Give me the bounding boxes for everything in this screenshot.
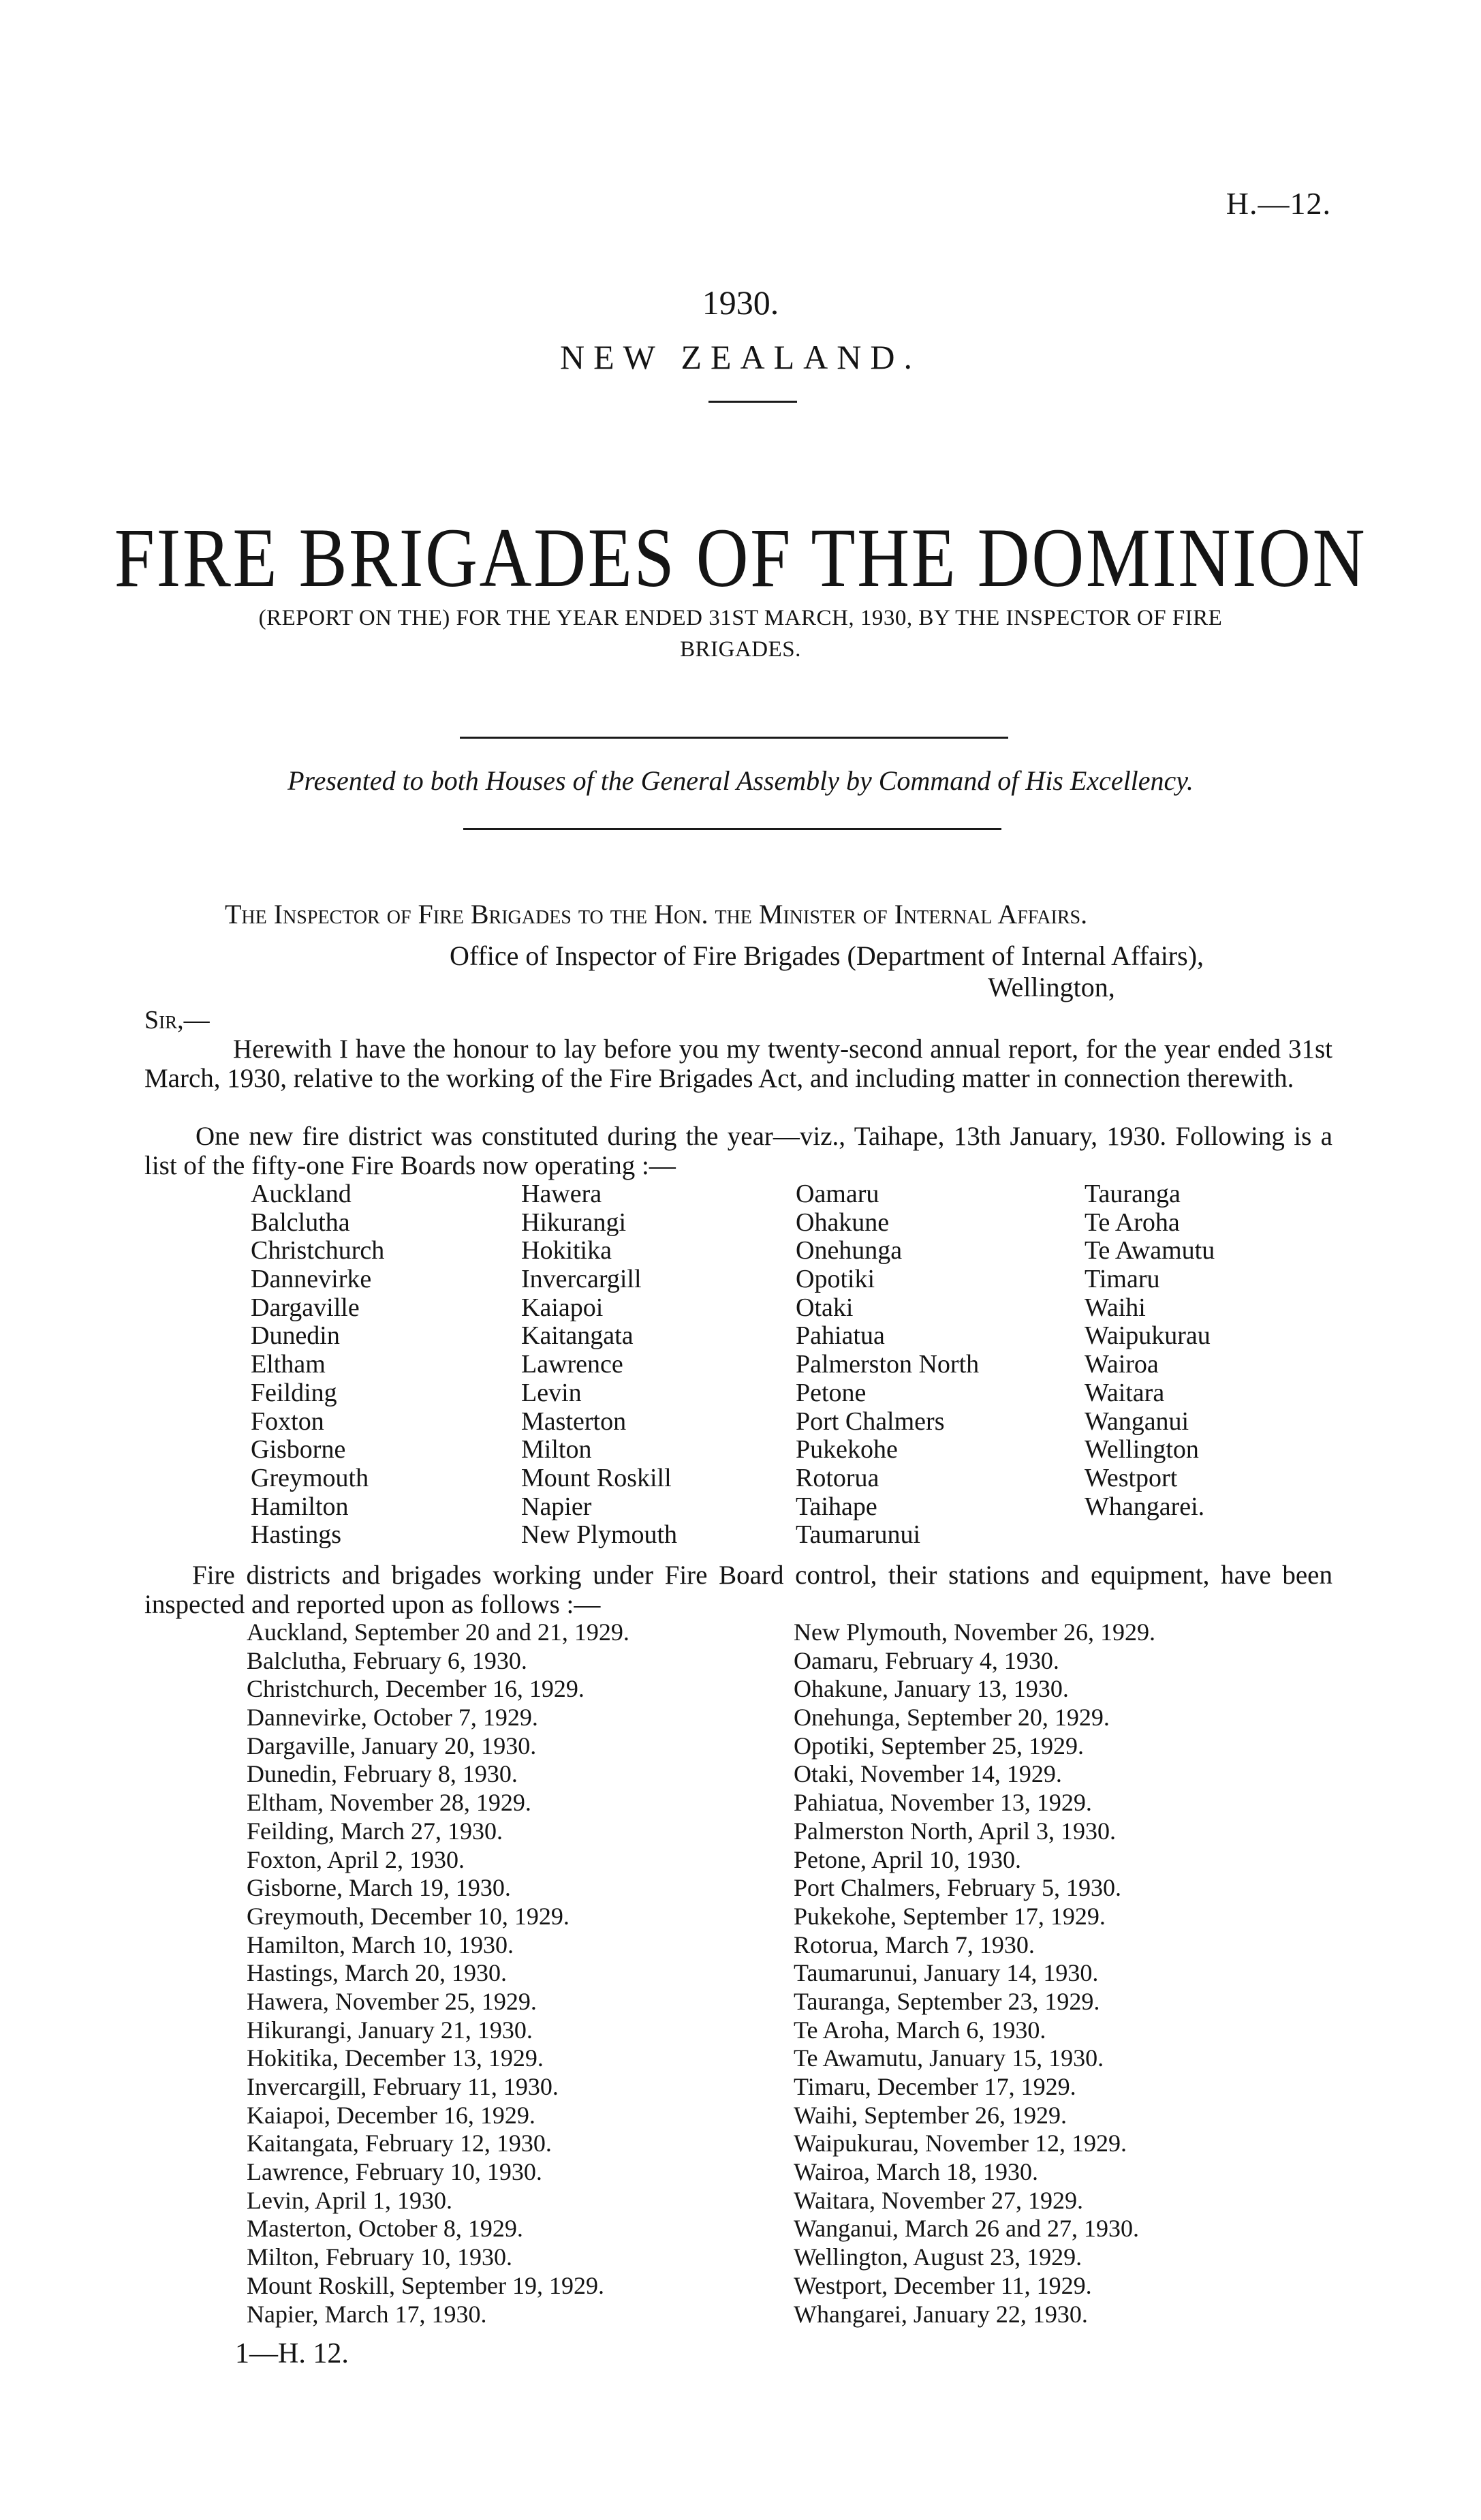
inspection-item: Hastings, March 20, 1930. — [247, 1959, 507, 1987]
fire-board-item: Dunedin — [251, 1321, 340, 1351]
inspection-item: Hamilton, March 10, 1930. — [247, 1931, 514, 1958]
inspection-item: Otaki, November 14, 1929. — [794, 1760, 1062, 1788]
inspection-item: Feilding, March 27, 1930. — [247, 1817, 503, 1845]
inspection-item: Ohakune, January 13, 1930. — [794, 1675, 1069, 1703]
fire-board-item: Feilding — [251, 1378, 337, 1407]
inspection-item: Port Chalmers, February 5, 1930. — [794, 1874, 1121, 1902]
fire-board-item: Napier — [521, 1492, 592, 1521]
inspection-item: Dannevirke, October 7, 1929. — [247, 1704, 538, 1732]
inspection-item: Te Aroha, March 6, 1930. — [794, 2016, 1046, 2044]
fire-board-item: Dargaville — [251, 1293, 360, 1322]
fire-board-item: Hikurangi — [521, 1208, 627, 1237]
fire-board-item: Gisborne — [251, 1435, 346, 1464]
fire-board-item: Wellington — [1085, 1435, 1199, 1464]
inspection-item: Greymouth, December 10, 1929. — [247, 1902, 570, 1930]
inspection-item: Opotiki, September 25, 1929. — [794, 1732, 1084, 1760]
inspection-item: Tauranga, September 23, 1929. — [794, 1987, 1100, 2015]
divider-upper — [460, 737, 1008, 739]
fire-board-item: Te Awamutu — [1085, 1236, 1215, 1265]
country-heading: NEW ZEALAND. — [560, 338, 921, 376]
fire-board-item: Westport — [1085, 1463, 1178, 1492]
fire-board-item: Timaru — [1085, 1265, 1160, 1294]
paragraph-1-text: Herewith I have the honour to lay before you my twenty-second annual report, for the year ended 31st March, 1930, relative to the working of the Fire Brigades Act, and including matter in connection therewith. — [144, 1034, 1332, 1093]
inspection-item: Mount Roskill, September 19, 1929. — [247, 2271, 604, 2299]
fire-board-item: Hamilton — [251, 1492, 349, 1521]
inspection-item: Timaru, December 17, 1929. — [794, 2073, 1076, 2100]
inspection-item: Kaitangata, February 12, 1930. — [247, 2130, 552, 2157]
fire-board-item: Milton — [521, 1435, 592, 1464]
inspection-item: Gisborne, March 19, 1930. — [247, 1874, 511, 1902]
fire-board-item: Lawrence — [521, 1350, 623, 1379]
inspection-item: Christchurch, December 16, 1929. — [247, 1675, 584, 1703]
page-title: FIRE BRIGADES OF THE DOMINION — [114, 511, 1367, 604]
inspection-item: Auckland, September 20 and 21, 1929. — [247, 1618, 629, 1646]
inspection-item: Masterton, October 8, 1929. — [247, 2215, 523, 2243]
inspection-item: Hokitika, December 13, 1929. — [247, 2044, 544, 2072]
fire-board-item: Christchurch — [251, 1236, 385, 1265]
inspection-item: Dargaville, January 20, 1930. — [247, 1732, 537, 1760]
fire-board-item: New Plymouth — [521, 1520, 678, 1550]
inspection-item: Waihi, September 26, 1929. — [794, 2101, 1067, 2129]
fire-board-item: Taumarunui — [796, 1520, 921, 1550]
inspection-item: Hawera, November 25, 1929. — [247, 1987, 537, 2015]
fire-board-item: Dannevirke — [251, 1265, 372, 1294]
office-line-2: Wellington, — [988, 972, 1115, 1002]
inspection-item: Taumarunui, January 14, 1930. — [794, 1959, 1099, 1987]
fire-board-item: Rotorua — [796, 1463, 879, 1492]
inspections-column-1 — [247, 1618, 629, 2329]
fire-board-item: Te Aroha — [1085, 1208, 1180, 1237]
inspection-item: Hikurangi, January 21, 1930. — [247, 2016, 533, 2044]
fire-board-item: Pukekohe — [796, 1435, 898, 1464]
fire-boards-column-1 — [251, 1180, 384, 1550]
fire-board-item: Mount Roskill — [521, 1463, 672, 1492]
fire-board-item: Hokitika — [521, 1236, 612, 1265]
fire-board-item: Waipukurau — [1085, 1321, 1211, 1351]
fire-board-item: Port Chalmers — [796, 1407, 945, 1436]
fire-board-item: Taihape — [796, 1492, 877, 1521]
fire-board-item: Waihi — [1085, 1293, 1146, 1322]
fire-board-item: Invercargill — [521, 1265, 642, 1294]
inspection-item: Te Awamutu, January 15, 1930. — [794, 2044, 1104, 2072]
paragraph-1 — [144, 1034, 1332, 1093]
paragraph-2-text: One new fire district was constituted during the year—viz., Taihape, 13th January, 1930. Following is a list of the fifty-one Fire Boards now operating :— — [144, 1122, 1332, 1180]
page-subtitle: (REPORT ON THE) FOR THE YEAR ENDED 31ST MARCH, 1930, BY THE INSPECTOR OF FIRE BRIGADES. — [258, 606, 1223, 662]
letter-address: The Inspector of Fire Brigades to the Hon. the Minister of Internal Affairs. — [225, 899, 1088, 929]
fire-board-item: Ohakune — [796, 1208, 890, 1237]
inspection-item: Eltham, November 28, 1929. — [247, 1789, 531, 1817]
inspection-item: Napier, March 17, 1930. — [247, 2300, 487, 2328]
office-block — [450, 940, 1204, 1003]
inspection-item: Wairoa, March 18, 1930. — [794, 2158, 1038, 2186]
inspection-item: Milton, February 10, 1930. — [247, 2243, 512, 2271]
page-footer: 1—H. 12. — [235, 2338, 349, 2369]
inspection-item: Waitara, November 27, 1929. — [794, 2186, 1083, 2214]
fire-board-item: Balclutha — [251, 1208, 350, 1237]
fire-board-item: Pahiatua — [796, 1321, 885, 1351]
inspection-item: Balclutha, February 6, 1930. — [247, 1646, 527, 1674]
inspection-item: Lawrence, February 10, 1930. — [247, 2158, 542, 2186]
fire-board-item: Wairoa — [1085, 1350, 1159, 1379]
inspection-item: Rotorua, March 7, 1930. — [794, 1931, 1035, 1958]
inspection-item: Wanganui, March 26 and 27, 1930. — [794, 2215, 1139, 2243]
fire-board-item: Otaki — [796, 1293, 854, 1322]
fire-board-item: Waitara — [1085, 1378, 1165, 1407]
inspection-item: Dunedin, February 8, 1930. — [247, 1760, 518, 1788]
inspection-item: Oamaru, February 4, 1930. — [794, 1646, 1059, 1674]
fire-board-item: Greymouth — [251, 1463, 369, 1492]
fire-board-item: Foxton — [251, 1407, 324, 1436]
fire-board-item: Opotiki — [796, 1265, 875, 1294]
inspection-item: Wellington, August 23, 1929. — [794, 2243, 1082, 2271]
office-line-1: Office of Inspector of Fire Brigades (Department of Internal Affairs), — [450, 940, 1204, 971]
fire-board-item: Kaitangata — [521, 1321, 634, 1351]
inspection-item: Invercargill, February 11, 1930. — [247, 2073, 559, 2100]
fire-board-item: Oamaru — [796, 1180, 879, 1208]
inspection-item: Pukekohe, September 17, 1929. — [794, 1902, 1106, 1930]
fire-board-item: Hawera — [521, 1180, 602, 1208]
report-year: 1930. — [702, 283, 779, 322]
fire-board-item: Masterton — [521, 1407, 627, 1436]
paragraph-2 — [144, 1122, 1332, 1180]
inspection-item: Waipukurau, November 12, 1929. — [794, 2130, 1127, 2157]
fire-boards-column-3 — [796, 1180, 979, 1550]
inspection-item: Pahiatua, November 13, 1929. — [794, 1789, 1092, 1817]
fire-board-item: Onehunga — [796, 1236, 903, 1265]
fire-board-item: Kaiapoi — [521, 1293, 604, 1322]
inspection-item: Levin, April 1, 1930. — [247, 2186, 452, 2214]
fire-board-item: Whangarei. — [1085, 1492, 1205, 1521]
inspection-item: Onehunga, September 20, 1929. — [794, 1704, 1110, 1732]
inspection-item: Kaiapoi, December 16, 1929. — [247, 2101, 535, 2129]
fire-boards-column-4 — [1085, 1180, 1215, 1521]
document-number: H.—12. — [1226, 186, 1331, 221]
divider-short — [708, 401, 797, 403]
fire-board-item: Tauranga — [1085, 1180, 1181, 1208]
inspection-item: Westport, December 11, 1929. — [794, 2271, 1092, 2299]
divider-lower — [463, 828, 1001, 830]
inspection-item: Whangarei, January 22, 1930. — [794, 2300, 1088, 2328]
inspection-item: Petone, April 10, 1930. — [794, 1845, 1021, 1873]
fire-board-item: Eltham — [251, 1350, 326, 1379]
fire-board-item: Petone — [796, 1378, 867, 1407]
fire-board-item: Palmerston North — [796, 1350, 980, 1379]
inspection-item: New Plymouth, November 26, 1929. — [794, 1618, 1155, 1646]
inspections-column-2 — [794, 1618, 1155, 2329]
inspection-item: Foxton, April 2, 1930. — [247, 1845, 465, 1873]
paragraph-3-text: Fire districts and brigades working under Fire Board control, their stations and equipment, have been inspected and reported upon as follows :— — [144, 1561, 1332, 1619]
fire-board-item: Levin — [521, 1378, 582, 1407]
salutation: Sir,— — [144, 1006, 210, 1034]
paragraph-3 — [144, 1561, 1332, 1619]
inspection-item: Palmerston North, April 3, 1930. — [794, 1817, 1116, 1845]
fire-boards-column-2 — [521, 1180, 677, 1550]
presented-line: Presented to both Houses of the General Assembly by Command of His Excellency. — [287, 765, 1194, 796]
fire-board-item: Auckland — [251, 1180, 352, 1208]
fire-board-item: Wanganui — [1085, 1407, 1189, 1436]
fire-board-item: Hastings — [251, 1520, 341, 1550]
